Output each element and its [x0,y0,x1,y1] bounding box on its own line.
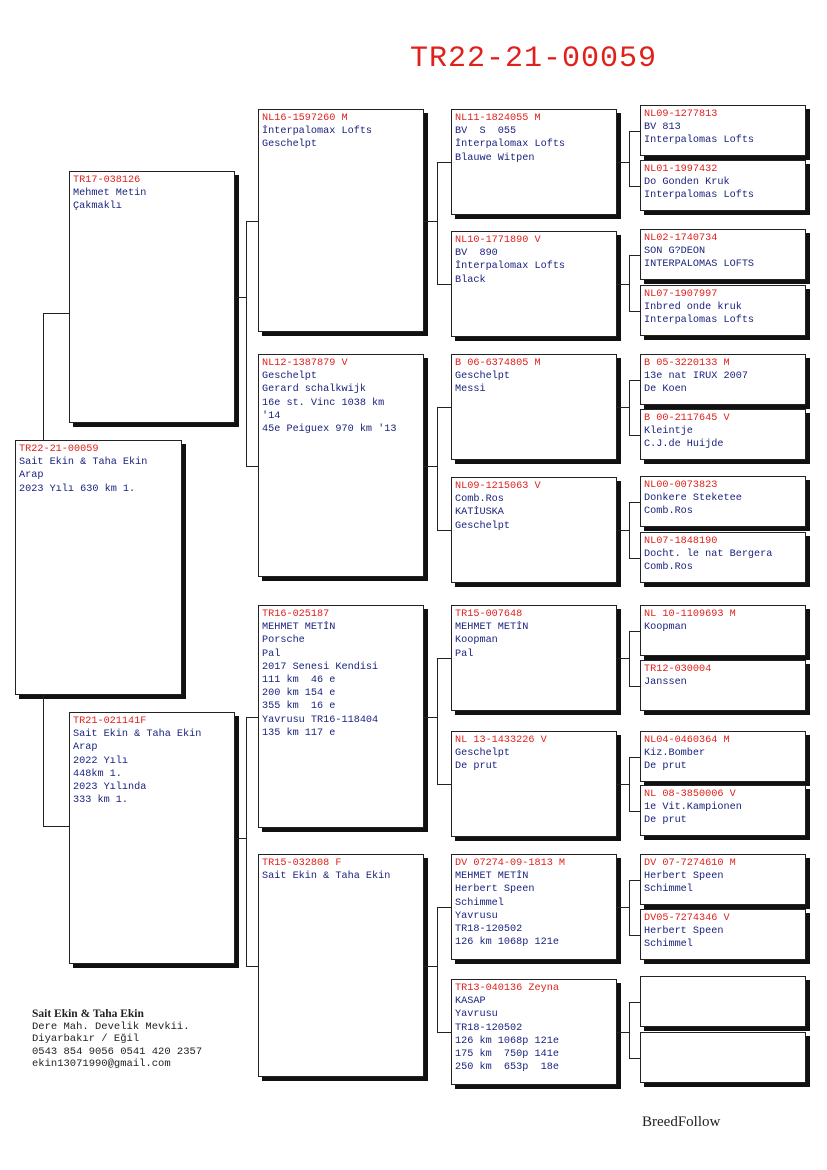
ring-number: TR17-038126 [73,175,141,186]
gen5-box-2 [640,160,806,211]
connector-line [617,658,629,659]
ring-number: DV05-7274346 V [644,913,730,924]
connector-line [437,907,451,908]
pigeon-info-line: De prut [455,761,498,773]
connector-line [617,907,629,908]
connector-line [437,658,451,659]
ring-number: B 06-6374805 M [455,358,541,369]
ring-number: TR15-032808 F [262,858,342,869]
grandparent-box-3 [258,605,424,828]
pigeon-info-line: 111 km 46 e [262,675,336,687]
ring-number: TR21-021141F [73,716,147,727]
ring-number: NL 08-3850006 V [644,789,736,800]
connector-line [424,717,437,718]
pigeon-info-line: SON G?DEON [644,246,706,258]
gen5-box-11 [640,731,806,782]
connector-line [629,380,630,435]
connector-line [235,297,246,298]
connector-line [617,784,629,785]
pigeon-info-line: Sait Ekin & Taha Ekin [73,729,202,741]
connector-line [629,686,640,687]
ring-number: NL12-1387879 V [262,358,348,369]
connector-line [437,407,451,408]
pigeon-info-line: Mehmet Metin [73,188,147,200]
pigeon-info-line: TR18-120502 [455,1022,523,1034]
connector-line [617,162,629,163]
ring-number: B 00-2117645 V [644,413,730,424]
pigeon-info-line: 1e Vit.Kampionen [644,802,742,814]
gen5-box-16 [640,1032,806,1083]
ring-number: NL 10-1109693 M [644,609,736,620]
ring-number: NL16-1597260 M [262,113,348,124]
connector-line [629,502,640,503]
gen5-box-14 [640,909,806,960]
gen5-box-15 [640,976,806,1027]
pigeon-info-line: Koopman [455,635,498,647]
connector-line [424,966,437,967]
connector-line [424,466,437,467]
ring-number: NL 13-1433226 V [455,735,547,746]
pigeon-info-line: İnterpalomax Lofts [262,126,373,138]
pigeon-info-line: Gerard schalkwijk [262,384,366,396]
pigeon-info-line: Yavrusu TR16-118404 [262,714,379,726]
pigeon-info-line: TR18-120502 [455,924,523,936]
connector-line [629,1002,640,1003]
sire-box [69,171,235,423]
pigeon-info-line: Yavrusu [455,910,498,922]
gen5-box-4 [640,285,806,336]
pigeon-info-line: BV S 055 [455,126,517,138]
gen5-box-10 [640,660,806,711]
pigeon-info-line: Blauwe Witpen [455,152,535,164]
connector-line [43,313,69,314]
connector-line [629,435,640,436]
connector-line [629,380,640,381]
connector-line [424,221,437,222]
pigeon-info-line: Pal [262,648,281,660]
ring-number: NL09-1215063 V [455,481,541,492]
connector-line [437,784,451,785]
pigeon-info-line: 2023 Yılı 630 km 1. [19,483,136,495]
gen4-box-1 [451,109,617,215]
connector-line [629,186,640,187]
pigeon-info-line: Geschelpt [262,139,318,151]
pigeon-info-line: KASAP [455,996,486,1008]
connector-line [629,811,640,812]
connector-line [43,826,69,827]
connector-line [437,284,451,285]
connector-line [629,255,640,256]
connector-line [629,1002,630,1058]
pigeon-info-line: Interpalomas Lofts [644,135,755,147]
connector-line [437,162,451,163]
pigeon-info-line: Geschelpt [455,520,511,532]
pigeon-info-line: Interpalomas Lofts [644,315,755,327]
connector-line [629,311,640,312]
ring-number: NL04-0460364 M [644,735,730,746]
pigeon-info-line: KATİUSKA [455,507,504,519]
connector-line [437,1032,451,1033]
pigeon-info-line: 2023 Yılında [73,782,147,794]
connector-line [629,631,630,686]
pigeon-info-line: Kiz.Bomber [644,748,706,760]
pigeon-info-line: De prut [644,815,687,827]
gen4-box-4 [451,477,617,583]
connector-line [246,221,258,222]
pigeon-info-line: Janssen [644,677,687,689]
ring-number: NL00-0073823 [644,480,718,491]
pigeon-info-line: C.J.de Huijde [644,439,724,451]
pigeon-info-line: Do Gonden Kruk [644,177,730,189]
pigeon-info-line: Schimmel [644,939,693,951]
pigeon-info-line: 135 km 117 e [262,727,336,739]
connector-line [437,162,438,284]
connector-line [629,558,640,559]
owner-phone: 0543 854 9056 0541 420 2357 [32,1045,203,1058]
ring-number: B 05-3220133 M [644,358,730,369]
gen5-box-8 [640,532,806,583]
pigeon-info-line: Sait Ekin & Taha Ekin [262,871,391,883]
pigeon-info-line: BV 890 [455,248,498,260]
connector-line [246,221,247,466]
ring-number: NL10-1771890 V [455,235,541,246]
grandparent-box-4 [258,854,424,1077]
pigeon-info-line: Docht. le nat Bergera [644,549,773,561]
pigeon-info-line: MEHMET METİN [262,622,336,634]
pigeon-info-line: Comb.Ros [644,506,693,518]
pigeon-info-line: Comb.Ros [644,562,693,574]
pigeon-info-line: Arap [19,470,44,482]
pigeon-info-line: De Koen [644,384,687,396]
pigeon-info-line: Black [455,274,486,286]
pigeon-info-line: 2017 Senesi Kendisi [262,661,379,673]
ring-number: TR22-21-00059 [19,444,99,455]
connector-line [437,907,438,1032]
grandparent-box-2 [258,354,424,577]
gen5-box-13 [640,854,806,905]
gen4-box-6 [451,731,617,837]
connector-line [617,1032,629,1033]
gen5-box-7 [640,476,806,527]
pigeon-info-line: 175 km 750p 141e [455,1049,559,1061]
connector-line [629,631,640,632]
connector-line [629,1058,640,1059]
pigeon-info-line: 200 km 154 e [262,688,336,700]
owner-name: Sait Ekin & Taha Ekin [32,1008,144,1020]
dam-box [69,712,235,964]
gen4-box-2 [451,231,617,337]
connector-line [246,717,258,718]
subject-box [15,440,182,695]
pigeon-info-line: BV 813 [644,122,681,134]
connector-line [629,131,630,186]
pigeon-info-line: Sait Ekin & Taha Ekin [19,457,148,469]
pigeon-info-line: Arap [73,742,98,754]
connector-line [617,530,629,531]
connector-line [629,880,640,881]
pigeon-info-line: 333 km 1. [73,795,129,807]
pigeon-info-line: 16e st. Vinc 1038 km [262,397,385,409]
pigeon-info-line: Schimmel [455,897,504,909]
owner-info [32,1008,202,1071]
gen5-box-5 [640,354,806,405]
pigeon-info-line: '14 [262,410,281,422]
connector-line [629,935,640,936]
connector-line [629,757,640,758]
gen5-box-1 [640,105,806,156]
pigeon-info-line: Porsche [262,635,305,647]
connector-line [43,695,44,826]
ring-number: NL01-1997432 [644,164,718,175]
pigeon-info-line: 126 km 1068p 121e [455,1035,559,1047]
connector-line [437,658,438,784]
pigeon-info-line: 250 km 653p 18e [455,1062,559,1074]
page-title: TR22-21-00059 [409,42,658,76]
connector-line [629,880,630,935]
connector-line [617,284,629,285]
grandparent-box-1 [258,109,424,332]
pigeon-info-line: Kleintje [644,426,693,438]
ring-number: NL11-1824055 M [455,113,541,124]
ring-number: DV 07-7274610 M [644,858,736,869]
pigeon-info-line: Interpalomas Lofts [644,190,755,202]
pigeon-info-line: Koopman [644,622,687,634]
ring-number: NL07-1907997 [644,289,718,300]
connector-line [629,757,630,811]
brand-logo: BreedFollow [642,1114,721,1130]
pigeon-info-line: İnterpalomax Lofts [455,139,566,151]
gen5-box-3 [640,229,806,280]
ring-number: TR15-007648 [455,609,523,620]
pigeon-info-line: Geschelpt [262,371,318,383]
pigeon-info-line: İnterpalomax Lofts [455,261,566,273]
pigeon-info-line: Schimmel [644,884,693,896]
pigeon-info-line: 13e nat IRUX 2007 [644,371,748,383]
connector-line [235,838,246,839]
connector-line [246,966,258,967]
ring-number: TR16-025187 [262,609,330,620]
pigeon-info-line: MEHMET METİN [455,871,529,883]
owner-city: Diyarbakır / Eğil [32,1033,140,1046]
gen4-box-5 [451,605,617,711]
ring-number: TR12-030004 [644,664,712,675]
pigeon-info-line: 355 km 16 e [262,701,336,713]
owner-email: ekin13071990@gmail.com [32,1058,171,1071]
pigeon-info-line: Geschelpt [455,371,511,383]
connector-line [629,255,630,311]
gen4-box-7 [451,854,617,960]
connector-line [617,407,629,408]
pigeon-info-line: 2022 Yılı [73,755,129,767]
pigeon-info-line: 126 km 1068p 121e [455,937,559,949]
pigeon-info-line: Pal [455,648,474,660]
pigeon-info-line: Çakmaklı [73,201,122,213]
pigeon-info-line: Comb.Ros [455,494,504,506]
connector-line [629,131,640,132]
pigeon-info-line: Messi [455,384,486,396]
connector-line [43,313,44,440]
ring-number: DV 07274-09-1813 M [455,858,566,869]
pigeon-info-line: 45e Peiguex 970 km '13 [262,424,397,436]
gen4-box-3 [451,354,617,460]
gen5-box-6 [640,409,806,460]
pigeon-info-line: Yavrusu [455,1009,498,1021]
ring-number: NL09-1277813 [644,109,718,120]
ring-number: TR13-040136 Zeyna [455,983,559,994]
pigeon-info-line: Herbert Speen [644,926,724,938]
pigeon-info-line: De prut [644,761,687,773]
pigeon-info-line: Inbred onde kruk [644,302,742,314]
pigeon-info-line: Geschelpt [455,748,511,760]
pigeon-info-line: Herbert Speen [455,884,535,896]
owner-address: Dere Mah. Develik Mevkii. [32,1020,190,1033]
gen5-box-12 [640,785,806,836]
gen4-box-8 [451,979,617,1085]
connector-line [246,466,258,467]
pigeon-info-line: Herbert Speen [644,871,724,883]
pigeon-info-line: 448km 1. [73,768,122,780]
connector-line [629,502,630,558]
pigeon-info-line: INTERPALOMAS LOFTS [644,259,755,271]
pigeon-info-line: Donkere Steketee [644,493,742,505]
gen5-box-9 [640,605,806,656]
connector-line [437,530,451,531]
ring-number: NL07-1848190 [644,536,718,547]
ring-number: NL02-1740734 [644,233,718,244]
connector-line [437,407,438,530]
connector-line [246,717,247,966]
pigeon-info-line: MEHMET METİN [455,622,529,634]
